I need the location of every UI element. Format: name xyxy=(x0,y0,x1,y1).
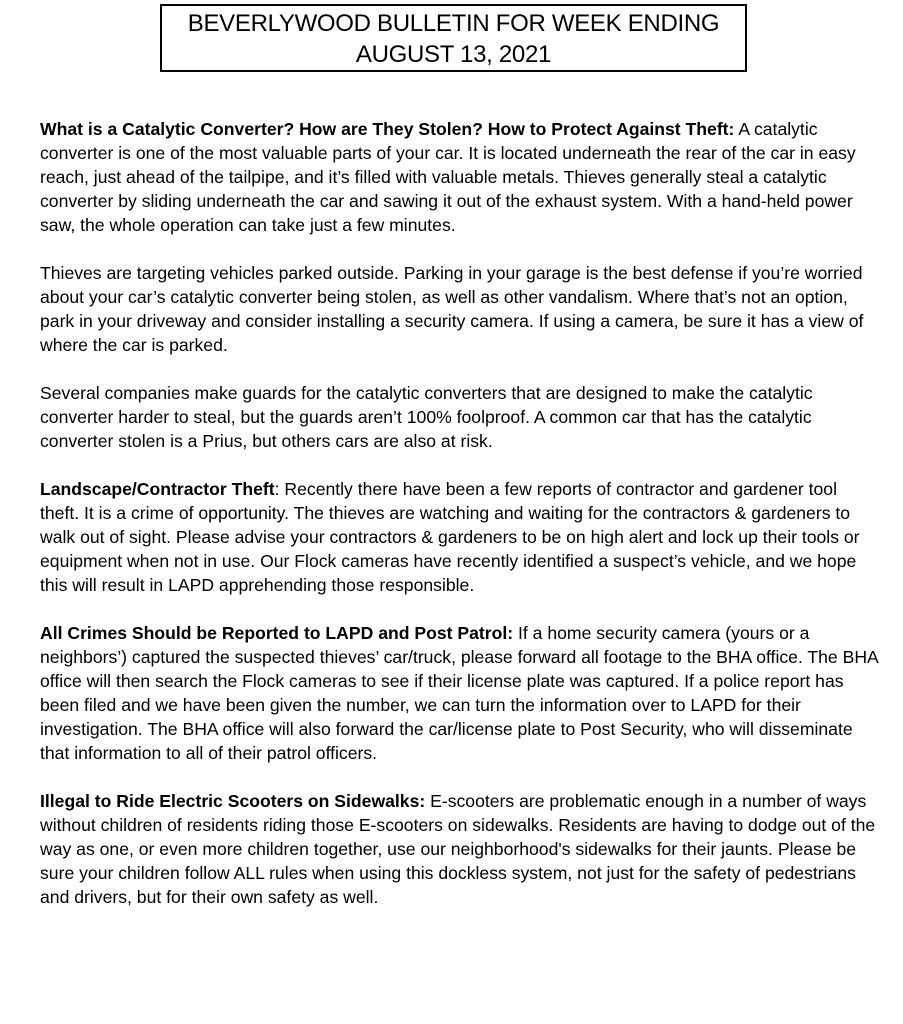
converter-guards-paragraph xyxy=(40,381,880,453)
section-body: : Recently there have been a few reports of contractor and gardener tool theft. It is a crime of opportunity. The thieves are watching and waiting for the contractors & gardeners to walk out of sight. Please advise your contractors & gardeners to be on high alert and lock up their tools or equipment when not in use. Our Flock cameras have recently identified a suspect’s vehicle, and we hope this will result in LAPD apprehending those responsible. xyxy=(40,479,860,595)
contractor-theft-section xyxy=(40,477,880,597)
section-body: Thieves are targeting vehicles parked outside. Parking in your garage is the best defense if you’re worried about your car’s catalytic converter being stolen, as well as other vandalism. Where that’s not an option, park in your driveway and consider installing a security camera. If using a camera, be sure it has a view of where the car is parked. xyxy=(40,263,864,355)
section-heading: What is a Catalytic Converter? How are They Stolen? How to Protect Against Theft: xyxy=(40,119,735,139)
section-body: If a home security camera (yours or a neighbors’) captured the suspected thieves’ car/truck, please forward all footage to the BHA office. The BHA office will then search the Flock cameras to see if their license plate was captured. If a police report has been filed and we have been given the number, we can turn the information over to LAPD for their investigation. The BHA office will also forward the car/license plate to Post Security, who will disseminate that information to all of their patrol officers. xyxy=(40,623,878,763)
section-heading: All Crimes Should be Reported to LAPD and Post Patrol: xyxy=(40,623,514,643)
section-body: E-scooters are problematic enough in a number of ways without children of residents riding those E-scooters on sidewalks. Residents are having to dodge out of the way as one, or even more children together, use our neighborhood's sidewalks for their jaunts. Please be sure your children follow ALL rules when using this dockless system, not just for the safety of pedestrians and drivers, but for their own safety as well. xyxy=(40,791,876,907)
electric-scooters-section xyxy=(40,789,880,909)
catalytic-converter-section xyxy=(40,117,880,237)
bulletin-title-box xyxy=(160,4,747,72)
section-body: A catalytic converter is one of the most valuable parts of your car. It is located underneath the rear of the car in easy reach, just ahead of the tailpipe, and it’s filled with valuable metals. Thieves generally steal a catalytic converter by sliding underneath the car and sawing it out of the exhaust system. With a hand-held power saw, the whole operation can take just a few minutes. xyxy=(40,119,856,235)
section-body: Several companies make guards for the catalytic converters that are designed to make the catalytic converter harder to steal, but the guards aren’t 100% foolproof. A common car that has the catalytic converter stolen is a Prius, but others cars are also at risk. xyxy=(40,383,813,451)
parking-advice-paragraph xyxy=(40,261,880,357)
bulletin-title-line-1: BEVERLYWOOD BULLETIN FOR WEEK ENDING xyxy=(187,10,720,37)
report-crimes-section xyxy=(40,621,880,765)
section-heading: Illegal to Ride Electric Scooters on Sidewalks: xyxy=(40,791,426,811)
bulletin-title-line-2: AUGUST 13, 2021 xyxy=(355,41,552,68)
bulletin-content xyxy=(40,117,880,933)
section-heading: Landscape/Contractor Theft xyxy=(40,479,275,499)
